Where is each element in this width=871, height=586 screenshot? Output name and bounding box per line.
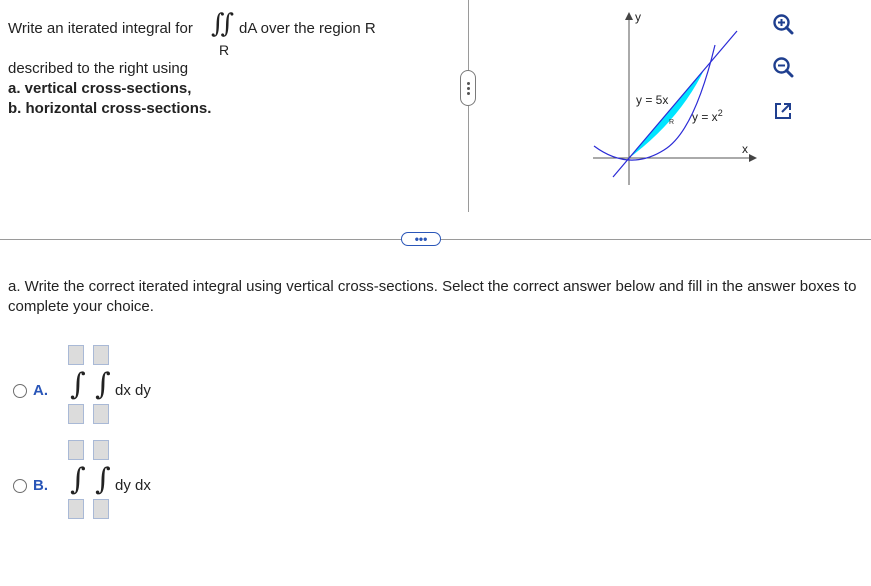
option-a-radio[interactable] (13, 384, 27, 398)
integral-subscript: R (219, 42, 230, 58)
prompt-text-before: Write an iterated integral for (8, 20, 193, 37)
popout-button[interactable] (770, 98, 796, 124)
x-axis-arrow (749, 154, 757, 162)
prompt-item-a: a. vertical cross-sections, (8, 80, 192, 97)
y-axis-arrow (625, 12, 633, 20)
option-a-inner-lower-limit[interactable] (93, 404, 109, 424)
integral-sign-1: ∫ (211, 9, 225, 39)
option-a-inner-upper-limit[interactable] (93, 345, 109, 365)
zoom-in-icon (772, 13, 794, 35)
zoom-out-button[interactable] (770, 54, 796, 80)
option-b-differential: dy dx (115, 477, 151, 494)
prompt-item-b: b. horizontal cross-sections. (8, 100, 212, 117)
option-a-outer-upper-limit[interactable] (68, 345, 84, 365)
vertical-divider-handle[interactable] (460, 70, 476, 106)
zoom-in-button[interactable] (770, 11, 796, 37)
option-b-inner-upper-limit[interactable] (93, 440, 109, 460)
horizontal-divider-handle[interactable] (401, 232, 441, 246)
option-b-radio[interactable] (13, 479, 27, 493)
prompt-line-1 (8, 20, 193, 37)
region-graph (590, 10, 765, 185)
x-axis-label: x (742, 142, 748, 156)
option-a-inner-integral: ∫ (95, 367, 111, 402)
question-text: a. Write the correct iterated integral using vertical cross-sections. Select the correct answer below and fill in the answer boxes to complete your choice. (8, 278, 857, 315)
option-a-outer-lower-limit[interactable] (68, 404, 84, 424)
integral-sign-2: ∫ (220, 9, 235, 39)
option-a-differential: dx dy (115, 382, 151, 399)
vertical-divider (468, 0, 469, 212)
option-a-label[interactable]: A. (33, 382, 48, 399)
zoom-out-icon (772, 56, 794, 78)
y-axis-label: y (635, 10, 641, 24)
option-a-outer-integral: ∫ (70, 367, 86, 402)
option-b-outer-upper-limit[interactable] (68, 440, 84, 460)
prompt-text-after: dA over the region R (239, 20, 376, 37)
option-b-outer-integral: ∫ (70, 462, 86, 497)
curve-label-base: y = x (692, 110, 718, 124)
curve-label (692, 108, 723, 124)
option-b-label[interactable]: B. (33, 477, 48, 494)
region-label: R (669, 119, 675, 126)
curve-label-exp: 2 (717, 108, 723, 118)
line-y-5x (613, 31, 737, 177)
line-label: y = 5x (636, 93, 669, 107)
option-b-inner-integral: ∫ (95, 462, 111, 497)
double-integral-symbol (211, 11, 234, 37)
option-b-outer-lower-limit[interactable] (68, 499, 84, 519)
handle-dots: ••• (414, 232, 428, 246)
external-link-icon (774, 102, 792, 120)
prompt-line-2: described to the right using (8, 60, 189, 77)
option-b-inner-lower-limit[interactable] (93, 499, 109, 519)
